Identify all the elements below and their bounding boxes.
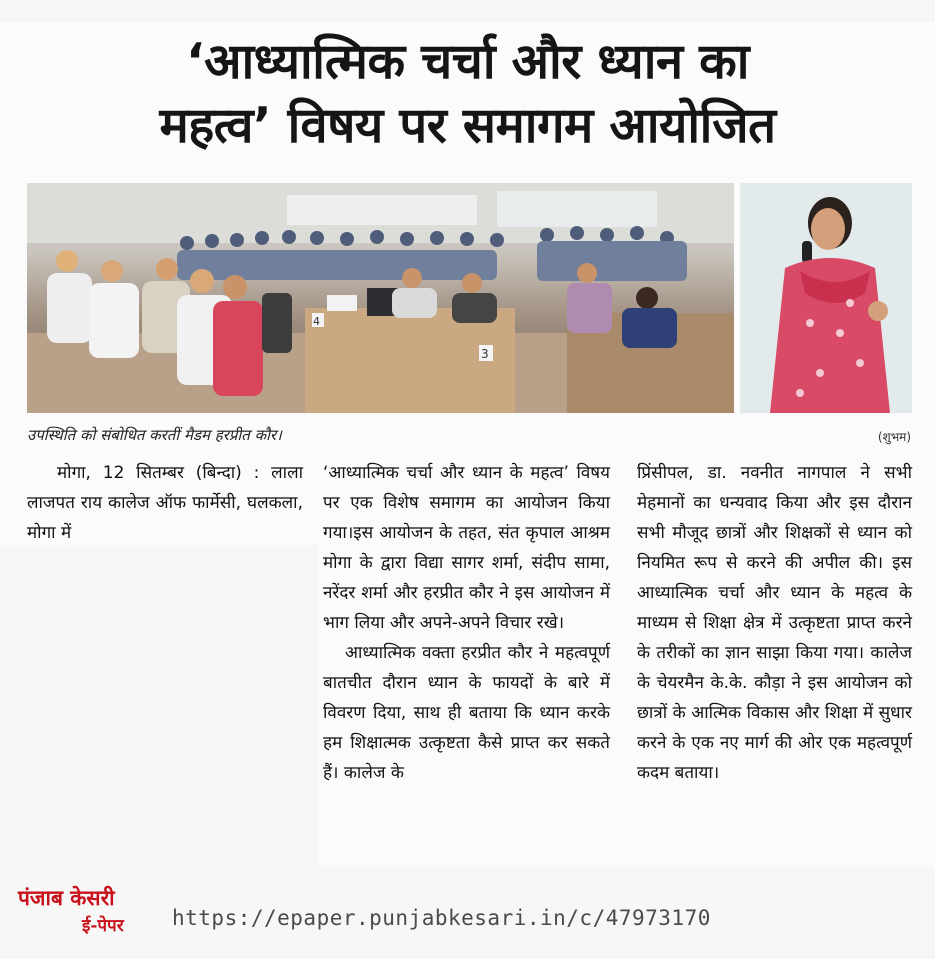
photo-credit: (शुभम) xyxy=(877,430,911,444)
audience-photo xyxy=(27,183,734,413)
headline-line-1: ‘आध्यात्मिक चर्चा और ध्यान का xyxy=(186,33,749,90)
article-column-3 xyxy=(637,458,912,788)
epaper-url-link[interactable]: https://epaper.punjabkesari.in/c/47973170 xyxy=(172,906,711,930)
headline xyxy=(20,30,915,158)
article-dateline-paragraph: मोगा, 12 सितम्बर (बिन्दा) : लाला लाजपत राय कालेज ऑफ फार्मेसी, घलकला, मोगा में xyxy=(27,463,303,543)
desk-number-left: 4 xyxy=(313,315,320,328)
article-paragraph: ‘आध्यात्मिक चर्चा और ध्यान के महत्व’ विषय पर एक विशेष समागम का आयोजन किया गया।इस आयोजन के तहत, संत कृपाल आश्रम मोगा के द्वारा विद्या सागर शर्मा, संदीप सामा, नरेंदर शर्मा और हरप्रीत कौर ने इस आयोजन में भाग लिया और अपने-अपने विचार रखे। xyxy=(323,463,610,633)
headline-line-2: महत्व’ विषय पर समागम आयोजित xyxy=(159,97,776,154)
epaper-logo-subtitle: ई-पेपर xyxy=(82,916,124,936)
punjab-kesari-logo: पंजाब केसरी xyxy=(18,885,115,910)
article-column-2 xyxy=(323,458,610,788)
blank-area xyxy=(0,545,318,867)
desk-number-right: 3 xyxy=(481,347,489,361)
article-column-1 xyxy=(27,458,303,548)
speaker-photo xyxy=(740,183,912,413)
speaker-illustration xyxy=(740,183,912,413)
audience-illustration xyxy=(27,183,734,413)
article-paragraph: आध्यात्मिक वक्ता हरप्रीत कौर ने महत्वपूर्ण बातचीत दौरान ध्यान के फायदों के बारे में विवरण दिया, साथ ही बताया कि ध्यान करके हम शिक्षात्मक उत्कृष्टता कैसे प्राप्त कर सकते हैं। कालेज के xyxy=(323,643,610,783)
photo-caption: उपस्थिति को संबोधित करतीं मैडम हरप्रीत कौर। xyxy=(27,426,282,444)
article-paragraph: प्रिंसीपल, डा. नवनीत नागपाल ने सभी मेहमानों का धन्यवाद किया और इस दौरान सभी मौजूद छात्रों और शिक्षकों से ध्यान को नियमित रूप से करने की अपील की। इस आध्यात्मिक चर्चा और ध्यान के महत्व के माध्यम से शिक्षा क्षेत्र में उत्कृष्टता प्राप्त करने के तरीकों का ज्ञान साझा किया गया। कालेज के चेयरमैन के.के. कौड़ा ने इस आयोजन को छात्रों के आत्मिक विकास और शिक्षा में सुधार करने के एक नए मार्ग की ओर एक महत्वपूर्ण कदम बताया। xyxy=(637,463,912,783)
